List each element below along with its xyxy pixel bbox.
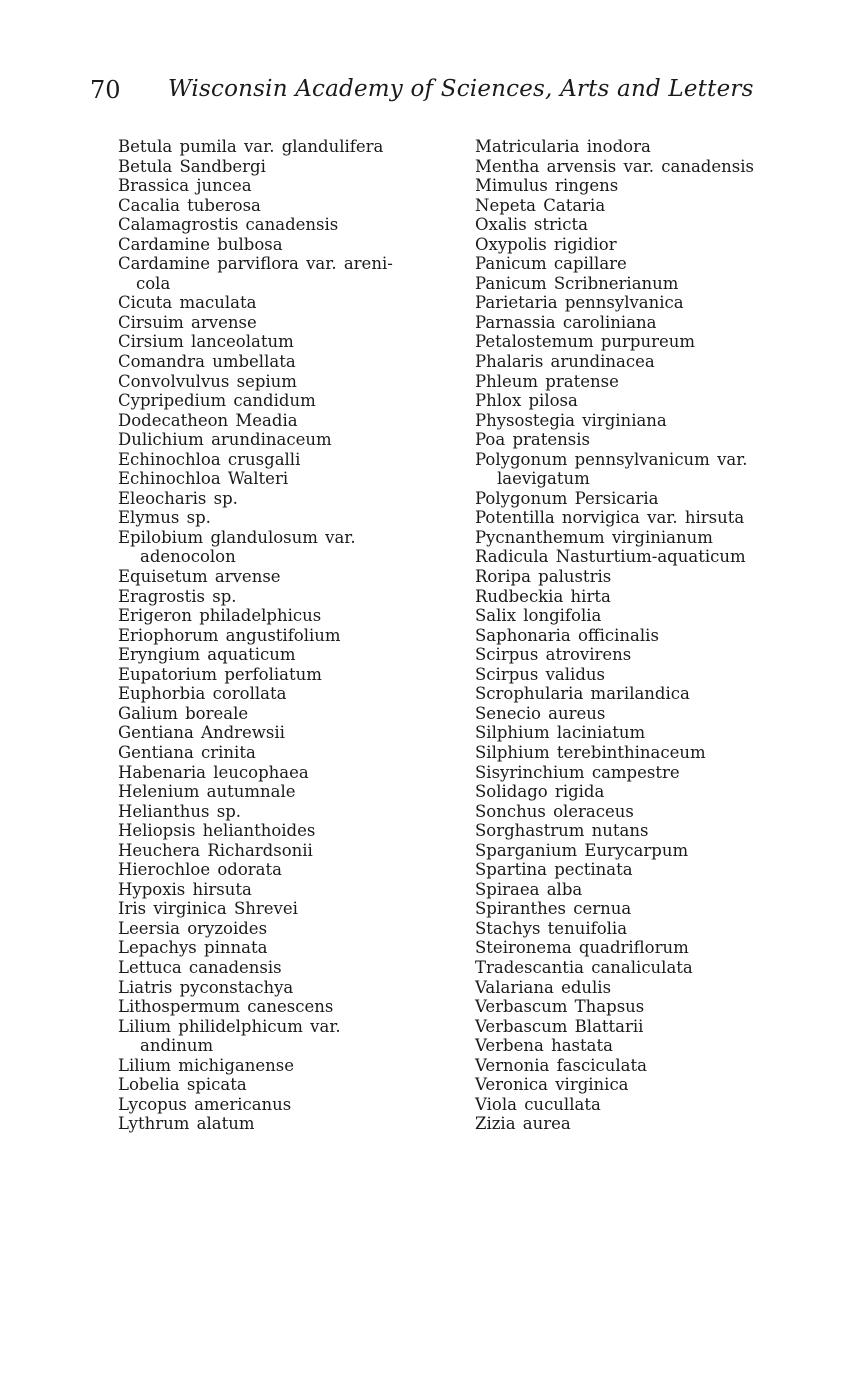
list-item: Spiraea alba xyxy=(475,879,583,899)
list-item: Cacalia tuberosa xyxy=(118,195,261,215)
list-item: Mentha arvensis var. canadensis xyxy=(475,156,754,176)
list-item: Roripa palustris xyxy=(475,567,612,587)
list-item: Panicum capillare xyxy=(475,254,627,274)
list-item: Betula Sandbergi xyxy=(118,156,266,176)
list-item: Sisyrinchium campestre xyxy=(475,762,680,782)
list-item: Cardamine parviflora var. areni- xyxy=(118,254,393,274)
list-item: Sparganium Eurycarpum xyxy=(475,840,689,860)
list-item: Viola cucullata xyxy=(475,1094,601,1114)
list-item: Veronica virginica xyxy=(475,1075,629,1095)
list-item: Phalaris arundinacea xyxy=(475,352,655,372)
list-item: Liatris pyconstachya xyxy=(118,977,294,997)
list-item: Physostegia virginiana xyxy=(475,410,667,430)
list-item-continuation: laevigatum xyxy=(497,469,590,489)
list-item: Elymus sp. xyxy=(118,508,211,528)
list-item: Silphium laciniatum xyxy=(475,723,646,743)
list-item: Habenaria leucophaea xyxy=(118,762,309,782)
list-item: Galium boreale xyxy=(118,703,249,723)
list-item: Erigeron philadelphicus xyxy=(118,606,322,626)
list-item: Steironema quadriflorum xyxy=(475,938,689,958)
list-item: Gentiana crinita xyxy=(118,742,256,762)
list-item: Cicuta maculata xyxy=(118,293,257,313)
list-item: Verbascum Blattarii xyxy=(475,1016,644,1036)
list-item: Epilobium glandulosum var. xyxy=(118,527,356,547)
list-item: Lobelia spicata xyxy=(118,1075,247,1095)
page-number: 70 xyxy=(90,76,121,104)
list-item: Dodecatheon Meadia xyxy=(118,410,298,430)
list-item: Equisetum arvense xyxy=(118,567,281,587)
list-item: Comandra umbellata xyxy=(118,352,296,372)
list-item: Leersia oryzoides xyxy=(118,918,268,938)
list-item: Cirsium lanceolatum xyxy=(118,332,294,352)
list-item: Polygonum Persicaria xyxy=(475,488,659,508)
list-item: Eragrostis sp. xyxy=(118,586,237,606)
list-item: Scirpus validus xyxy=(475,664,605,684)
list-item: Lithospermum canescens xyxy=(118,997,334,1017)
list-item: Lythrum alatum xyxy=(118,1114,255,1134)
list-item: Heuchera Richardsonii xyxy=(118,840,313,860)
list-item: Parnassia caroliniana xyxy=(475,312,657,332)
list-item: Cirsuim arvense xyxy=(118,312,257,332)
list-item: Salix longifolia xyxy=(475,606,602,626)
list-item: Cardamine bulbosa xyxy=(118,234,283,254)
list-item-continuation: adenocolon xyxy=(140,547,236,567)
list-item: Sonchus oleraceus xyxy=(475,801,634,821)
list-item: Helianthus sp. xyxy=(118,801,242,821)
list-item: Oxypolis rigidior xyxy=(475,234,617,254)
list-item: Silphium terebinthinaceum xyxy=(475,742,706,762)
list-item: Senecio aureus xyxy=(475,703,606,723)
list-item: Rudbeckia hirta xyxy=(475,586,611,606)
list-item: Iris virginica Shrevei xyxy=(118,899,298,919)
species-list-right xyxy=(475,137,820,1134)
list-item: Eupatorium perfoliatum xyxy=(118,664,322,684)
list-item: Parietaria pennsylvanica xyxy=(475,293,684,313)
list-item: Eriophorum angustifolium xyxy=(118,625,341,645)
list-item: Petalostemum purpureum xyxy=(475,332,696,352)
list-item: Echinochloa crusgalli xyxy=(118,449,301,469)
list-item: Sorghastrum nutans xyxy=(475,821,649,841)
running-title: Wisconsin Academy of Sciences, Arts and Letters xyxy=(168,76,754,102)
list-item-continuation: cola xyxy=(136,273,171,293)
list-item: Hierochloe odorata xyxy=(118,860,282,880)
list-item: Gentiana Andrewsii xyxy=(118,723,285,743)
list-item: Heliopsis helianthoides xyxy=(118,821,316,841)
list-item: Radicula Nasturtium-aquaticum xyxy=(475,547,746,567)
list-item: Calamagrostis canadensis xyxy=(118,215,339,235)
list-item: Echinochloa Walteri xyxy=(118,469,289,489)
list-item: Betula pumila var. glandulifera xyxy=(118,137,384,156)
list-item: Dulichium arundinaceum xyxy=(118,430,332,450)
list-item: Phleum pratense xyxy=(475,371,619,391)
list-item: Vernonia fasciculata xyxy=(475,1055,647,1075)
list-item: Tradescantia canaliculata xyxy=(475,957,693,977)
list-item: Saphonaria officinalis xyxy=(475,625,659,645)
list-item: Helenium autumnale xyxy=(118,782,296,802)
list-item: Valariana edulis xyxy=(475,977,612,997)
list-item: Convolvulvus sepium xyxy=(118,371,297,391)
list-item: Verbena hastata xyxy=(475,1036,613,1056)
list-item: Potentilla norvigica var. hirsuta xyxy=(475,508,745,528)
species-list-left xyxy=(118,137,458,1134)
list-item: Lycopus americanus xyxy=(118,1094,292,1114)
list-item: Spartina pectinata xyxy=(475,860,633,880)
list-item-continuation: andinum xyxy=(140,1036,214,1056)
list-item: Eryngium aquaticum xyxy=(118,645,296,665)
list-item: Cypripedium candidum xyxy=(118,391,316,411)
list-item: Scrophularia marilandica xyxy=(475,684,690,704)
list-item: Lepachys pinnata xyxy=(118,938,268,958)
list-item: Spiranthes cernua xyxy=(475,899,632,919)
list-item: Solidago rigida xyxy=(475,782,605,802)
list-item: Lilium michiganense xyxy=(118,1055,295,1075)
list-item: Scirpus atrovirens xyxy=(475,645,632,665)
list-item: Lilium philidelphicum var. xyxy=(118,1016,341,1036)
list-item: Verbascum Thapsus xyxy=(475,997,645,1017)
list-item: Zizia aurea xyxy=(475,1114,571,1134)
page-header xyxy=(90,76,754,110)
list-item: Phlox pilosa xyxy=(475,391,578,411)
list-item: Mimulus ringens xyxy=(475,176,619,196)
list-item: Stachys tenuifolia xyxy=(475,918,628,938)
list-item: Oxalis stricta xyxy=(475,215,588,235)
list-item: Panicum Scribnerianum xyxy=(475,273,679,293)
list-item: Nepeta Cataria xyxy=(475,195,606,215)
list-item: Brassica juncea xyxy=(118,176,252,196)
list-item: Poa pratensis xyxy=(475,430,590,450)
list-item: Matricularia inodora xyxy=(475,137,651,156)
list-item: Lettuca canadensis xyxy=(118,957,282,977)
list-item: Eleocharis sp. xyxy=(118,488,238,508)
list-item: Hypoxis hirsuta xyxy=(118,879,252,899)
list-item: Pycnanthemum virginianum xyxy=(475,527,713,547)
list-item: Euphorbia corollata xyxy=(118,684,287,704)
list-item: Polygonum pennsylvanicum var. xyxy=(475,449,748,469)
